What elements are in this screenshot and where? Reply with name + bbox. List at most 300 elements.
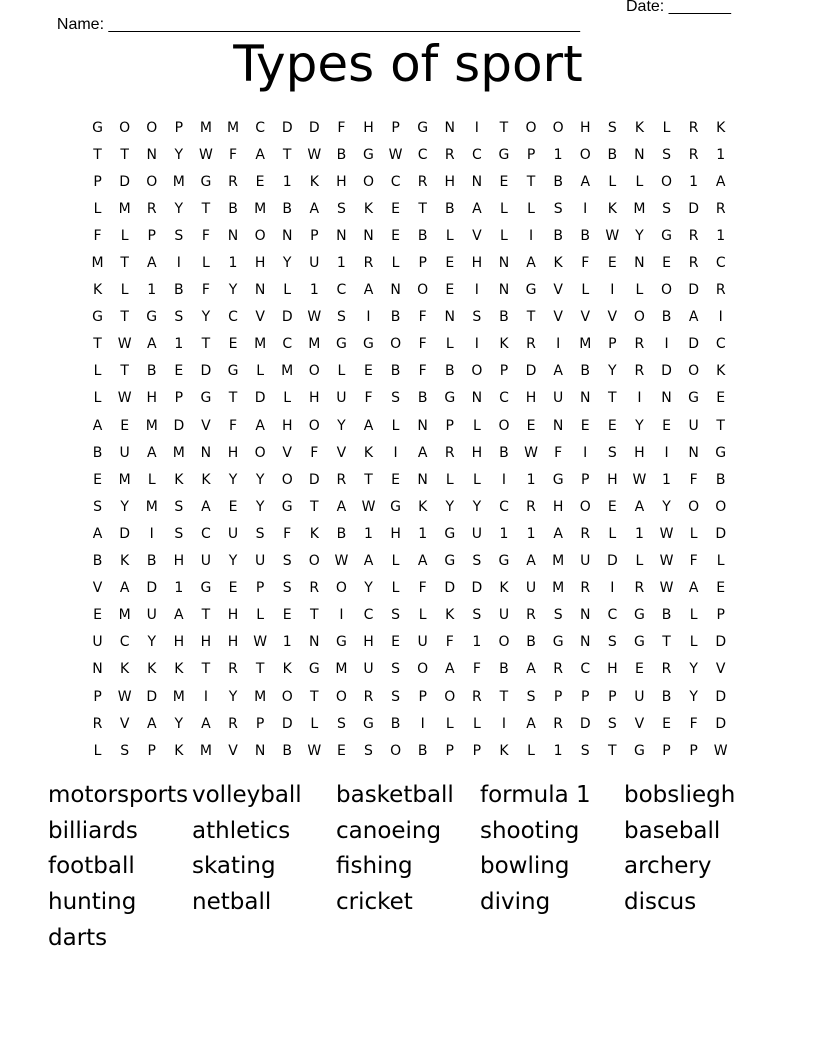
- grid-cell: H: [200, 634, 212, 651]
- grid-cell: I: [203, 688, 208, 705]
- grid-cell: O: [281, 688, 293, 705]
- grid-cell: M: [199, 119, 212, 136]
- word-list-item: motorsports: [48, 782, 189, 808]
- grid-cell: S: [174, 227, 184, 244]
- grid-cell: U: [417, 634, 428, 651]
- grid-cell: A: [255, 417, 265, 434]
- grid-cell: C: [336, 282, 347, 299]
- word-list-item: canoeing: [336, 817, 442, 844]
- grid-cell: O: [498, 417, 510, 434]
- grid-cell: A: [92, 525, 103, 542]
- grid-cell: N: [634, 146, 645, 163]
- grid-cell: I: [664, 444, 669, 461]
- grid-cell: E: [93, 607, 102, 624]
- grid-cell: E: [391, 200, 400, 217]
- grid-cell: P: [93, 173, 102, 190]
- grid-cell: C: [201, 525, 211, 542]
- grid-cell: 1: [662, 471, 671, 488]
- grid-cell: B: [499, 309, 509, 326]
- grid-cell: E: [662, 417, 671, 434]
- grid-cell: A: [526, 661, 536, 678]
- grid-cell: D: [688, 200, 699, 217]
- grid-cell: H: [552, 498, 564, 515]
- grid-cell: E: [445, 282, 455, 299]
- grid-cell: L: [337, 363, 346, 380]
- grid-cell: B: [607, 146, 618, 163]
- grid-cell: O: [444, 688, 456, 705]
- grid-cell: R: [715, 282, 726, 299]
- grid-cell: L: [445, 715, 454, 732]
- grid-cell: S: [174, 498, 184, 515]
- grid-cell: F: [201, 282, 210, 299]
- grid-cell: S: [526, 688, 536, 705]
- grid-cell: D: [471, 580, 483, 597]
- grid-cell: I: [556, 336, 561, 353]
- grid-cell: L: [472, 417, 481, 434]
- grid-cell: K: [363, 200, 374, 217]
- word-list-item: formula 1: [480, 782, 591, 808]
- grid-cell: K: [174, 471, 184, 488]
- grid-cell: R: [363, 255, 374, 272]
- grid-cell: A: [146, 444, 157, 461]
- grid-cell: B: [228, 200, 238, 217]
- grid-cell: L: [635, 173, 644, 190]
- grid-cell: P: [147, 227, 156, 244]
- grid-cell: W: [713, 742, 728, 759]
- grid-cell: P: [391, 119, 400, 136]
- grid-cell: O: [715, 498, 727, 515]
- grid-cell: N: [254, 282, 266, 299]
- grid-cell: D: [281, 715, 293, 732]
- grid-cell: D: [119, 173, 131, 190]
- grid-cell: B: [174, 282, 184, 299]
- grid-cell: M: [145, 498, 158, 515]
- grid-cell: P: [255, 580, 265, 597]
- grid-cell: F: [337, 119, 346, 136]
- grid-cell: V: [336, 444, 347, 461]
- grid-cell: P: [255, 715, 265, 732]
- grid-cell: N: [579, 634, 591, 651]
- grid-cell: L: [93, 390, 102, 407]
- grid-cell: W: [117, 390, 132, 407]
- grid-cell: A: [553, 363, 563, 380]
- grid-cell: E: [526, 417, 536, 434]
- grid-cell: W: [388, 146, 403, 163]
- grid-cell: V: [553, 282, 563, 299]
- grid-cell: R: [471, 688, 482, 705]
- grid-cell: R: [688, 255, 699, 272]
- grid-cell: P: [445, 742, 454, 759]
- grid-cell: K: [553, 255, 563, 272]
- grid-cell: M: [172, 688, 185, 705]
- grid-cell: N: [498, 255, 510, 272]
- grid-cell: P: [418, 688, 427, 705]
- grid-cell: H: [607, 661, 618, 678]
- grid-cell: M: [552, 553, 565, 570]
- grid-cell: Y: [228, 471, 238, 488]
- grid-cell: 1: [472, 634, 482, 651]
- grid-cell: R: [634, 336, 645, 353]
- grid-cell: E: [120, 417, 130, 434]
- grid-cell: E: [662, 715, 671, 732]
- grid-cell: B: [661, 607, 672, 624]
- grid-cell: K: [363, 444, 374, 461]
- grid-cell: H: [146, 390, 157, 407]
- grid-cell: K: [309, 173, 319, 190]
- grid-cell: M: [308, 336, 321, 353]
- grid-cell: O: [308, 553, 320, 570]
- grid-cell: S: [580, 742, 590, 759]
- word-list-item: shooting: [480, 817, 580, 844]
- grid-cell: W: [361, 498, 376, 515]
- grid-cell: H: [173, 553, 185, 570]
- grid-cell: P: [608, 336, 617, 353]
- grid-cell: I: [610, 580, 615, 597]
- grid-cell: W: [307, 742, 322, 759]
- grid-cell: P: [662, 742, 671, 759]
- grid-cell: T: [93, 336, 102, 353]
- grid-cell: O: [633, 309, 645, 326]
- grid-cell: I: [339, 607, 344, 624]
- grid-cell: H: [444, 173, 456, 190]
- grid-cell: L: [581, 282, 590, 299]
- grid-cell: S: [391, 390, 401, 407]
- grid-cell: V: [472, 227, 482, 244]
- grid-cell: B: [390, 363, 401, 380]
- grid-cell: R: [363, 688, 374, 705]
- grid-cell: H: [525, 390, 537, 407]
- grid-cell: C: [363, 607, 374, 624]
- grid-cell: O: [390, 336, 402, 353]
- grid-cell: T: [120, 363, 129, 380]
- grid-cell: A: [255, 146, 265, 163]
- grid-cell: U: [498, 607, 510, 624]
- grid-cell: S: [336, 200, 346, 217]
- grid-cell: A: [146, 255, 157, 272]
- letter-grid: [84, 114, 734, 764]
- grid-cell: U: [553, 390, 564, 407]
- grid-cell: K: [445, 607, 455, 624]
- grid-cell: W: [659, 580, 674, 597]
- grid-cell: W: [605, 227, 620, 244]
- grid-cell: N: [417, 417, 428, 434]
- grid-cell: T: [120, 309, 129, 326]
- grid-cell: R: [580, 525, 591, 542]
- grid-cell: M: [579, 336, 592, 353]
- grid-cell: L: [716, 553, 725, 570]
- grid-cell: U: [146, 607, 157, 624]
- grid-cell: A: [526, 255, 536, 272]
- grid-cell: C: [255, 119, 265, 136]
- grid-cell: 1: [364, 525, 373, 542]
- word-list: [48, 778, 768, 956]
- grid-cell: F: [418, 309, 427, 326]
- grid-cell: H: [309, 390, 320, 407]
- grid-cell: B: [715, 471, 726, 488]
- grid-cell: P: [147, 742, 156, 759]
- grid-cell: B: [390, 309, 401, 326]
- grid-cell: 1: [526, 525, 536, 542]
- grid-cell: L: [608, 525, 617, 542]
- grid-cell: G: [444, 525, 456, 542]
- grid-cell: O: [498, 634, 510, 651]
- grid-cell: M: [552, 580, 565, 597]
- grid-cell: U: [200, 553, 212, 570]
- word-list-item: basketball: [336, 782, 454, 808]
- grid-cell: I: [610, 282, 615, 299]
- grid-cell: R: [688, 119, 699, 136]
- grid-cell: L: [689, 525, 698, 542]
- grid-cell: U: [634, 688, 645, 705]
- grid-cell: W: [117, 688, 132, 705]
- grid-cell: E: [716, 390, 726, 407]
- grid-cell: R: [444, 146, 455, 163]
- grid-cell: R: [553, 661, 563, 678]
- grid-cell: O: [254, 227, 266, 244]
- grid-cell: T: [310, 688, 319, 705]
- grid-cell: K: [201, 471, 211, 488]
- grid-cell: Y: [445, 498, 455, 515]
- grid-cell: P: [526, 146, 536, 163]
- grid-cell: L: [472, 471, 481, 488]
- word-list-item: netball: [192, 889, 272, 916]
- grid-cell: V: [119, 715, 130, 732]
- grid-cell: R: [444, 444, 455, 461]
- grid-cell: G: [552, 471, 564, 488]
- grid-cell: B: [417, 390, 428, 407]
- grid-cell: U: [688, 417, 699, 434]
- grid-cell: L: [391, 255, 400, 272]
- grid-cell: 1: [282, 634, 292, 651]
- grid-cell: N: [227, 227, 239, 244]
- grid-cell: B: [499, 661, 509, 678]
- grid-cell: G: [335, 634, 347, 651]
- word-list-item: billiards: [48, 817, 138, 844]
- grid-cell: L: [120, 282, 129, 299]
- grid-cell: M: [118, 607, 131, 624]
- grid-cell: E: [607, 417, 617, 434]
- grid-cell: H: [227, 634, 239, 651]
- grid-cell: Y: [608, 363, 617, 380]
- grid-cell: Y: [635, 417, 644, 434]
- grid-cell: T: [310, 498, 319, 515]
- grid-cell: S: [255, 525, 265, 542]
- grid-cell: U: [363, 661, 374, 678]
- grid-cell: E: [336, 742, 346, 759]
- grid-cell: I: [393, 444, 398, 461]
- grid-cell: A: [201, 498, 211, 515]
- grid-cell: L: [256, 363, 265, 380]
- grid-cell: W: [307, 146, 322, 163]
- grid-cell: B: [92, 553, 103, 570]
- grid-cell: I: [474, 336, 479, 353]
- grid-cell: P: [445, 417, 454, 434]
- grid-cell: I: [474, 119, 479, 136]
- grid-cell: U: [254, 553, 266, 570]
- grid-cell: L: [500, 200, 508, 217]
- grid-cell: 1: [309, 282, 319, 299]
- grid-cell: Y: [120, 498, 129, 515]
- grid-cell: L: [283, 390, 292, 407]
- grid-cell: S: [174, 309, 184, 326]
- grid-cell: M: [254, 688, 267, 705]
- grid-cell: B: [282, 200, 292, 217]
- grid-cell: T: [716, 417, 725, 434]
- grid-cell: V: [228, 742, 238, 759]
- grid-cell: P: [608, 688, 617, 705]
- grid-cell: H: [336, 173, 347, 190]
- grid-cell: R: [417, 173, 428, 190]
- grid-cell: S: [391, 661, 401, 678]
- grid-cell: I: [501, 715, 507, 732]
- grid-cell: A: [201, 715, 211, 732]
- grid-cell: G: [335, 336, 347, 353]
- grid-cell: B: [417, 227, 428, 244]
- grid-cell: B: [146, 553, 157, 570]
- grid-cell: U: [336, 390, 347, 407]
- grid-cell: G: [498, 553, 510, 570]
- grid-cell: K: [120, 553, 130, 570]
- grid-cell: L: [93, 742, 102, 759]
- grid-cell: E: [391, 471, 400, 488]
- grid-cell: L: [445, 471, 454, 488]
- grid-cell: A: [526, 553, 536, 570]
- grid-cell: A: [553, 525, 563, 542]
- grid-cell: W: [253, 634, 268, 651]
- grid-cell: I: [528, 227, 534, 244]
- grid-cell: T: [282, 146, 292, 163]
- grid-cell: A: [417, 553, 428, 570]
- word-list-item: baseball: [624, 817, 721, 844]
- grid-cell: 1: [689, 173, 699, 190]
- grid-cell: Y: [174, 715, 184, 732]
- grid-cell: I: [637, 390, 642, 407]
- grid-cell: A: [472, 200, 482, 217]
- grid-cell: D: [661, 363, 672, 380]
- grid-cell: H: [363, 119, 374, 136]
- grid-cell: K: [309, 525, 319, 542]
- grid-cell: Y: [364, 580, 373, 597]
- grid-cell: A: [119, 580, 130, 597]
- grid-cell: 1: [716, 227, 726, 244]
- grid-cell: O: [119, 119, 131, 136]
- grid-cell: D: [688, 282, 699, 299]
- grid-cell: V: [92, 580, 103, 597]
- grid-cell: G: [363, 146, 374, 163]
- grid-cell: R: [309, 580, 320, 597]
- grid-cell: S: [607, 119, 617, 136]
- grid-cell: 1: [336, 255, 346, 272]
- grid-cell: I: [366, 309, 371, 326]
- grid-cell: R: [146, 200, 157, 217]
- grid-cell: D: [173, 417, 185, 434]
- grid-cell: L: [689, 607, 698, 624]
- grid-cell: I: [664, 336, 669, 353]
- grid-cell: K: [607, 200, 617, 217]
- grid-cell: G: [498, 146, 510, 163]
- grid-cell: H: [227, 607, 239, 624]
- grid-cell: S: [174, 525, 184, 542]
- grid-cell: R: [92, 715, 103, 732]
- grid-cell: H: [254, 255, 266, 272]
- grid-cell: D: [715, 525, 727, 542]
- grid-cell: O: [661, 173, 673, 190]
- grid-cell: B: [526, 634, 536, 651]
- grid-cell: N: [336, 227, 347, 244]
- grid-cell: K: [120, 661, 130, 678]
- grid-cell: A: [363, 417, 374, 434]
- grid-cell: G: [363, 715, 374, 732]
- grid-cell: F: [689, 715, 698, 732]
- grid-cell: C: [390, 173, 401, 190]
- grid-cell: I: [420, 715, 425, 732]
- grid-cell: A: [634, 498, 645, 515]
- word-list-item: skating: [192, 853, 276, 880]
- grid-cell: N: [688, 444, 699, 461]
- grid-cell: N: [444, 119, 455, 136]
- word-list-item: bowling: [480, 853, 570, 880]
- grid-cell: O: [688, 363, 700, 380]
- grid-cell: B: [553, 173, 563, 190]
- grid-cell: N: [444, 309, 455, 326]
- grid-cell: I: [474, 282, 479, 299]
- grid-cell: C: [471, 146, 482, 163]
- grid-cell: M: [335, 661, 348, 678]
- grid-cell: C: [119, 634, 130, 651]
- grid-cell: B: [336, 146, 347, 163]
- grid-cell: U: [309, 255, 320, 272]
- grid-cell: G: [308, 661, 320, 678]
- grid-cell: C: [607, 607, 618, 624]
- grid-cell: S: [282, 580, 292, 597]
- grid-cell: T: [526, 173, 536, 190]
- grid-cell: L: [527, 200, 535, 217]
- grid-cell: U: [471, 525, 482, 542]
- grid-cell: S: [472, 607, 482, 624]
- grid-cell: W: [334, 553, 349, 570]
- grid-cell: A: [688, 309, 699, 326]
- grid-cell: W: [632, 471, 647, 488]
- grid-cell: D: [200, 363, 212, 380]
- grid-cell: W: [199, 146, 213, 163]
- grid-cell: N: [200, 444, 212, 461]
- grid-cell: W: [659, 525, 674, 542]
- grid-cell: G: [661, 227, 672, 244]
- grid-cell: G: [417, 119, 429, 136]
- grid-cell: G: [200, 580, 212, 597]
- grid-cell: O: [552, 119, 564, 136]
- grid-cell: D: [715, 634, 727, 651]
- grid-cell: R: [228, 661, 238, 678]
- grid-cell: D: [715, 715, 727, 732]
- grid-cell: O: [281, 471, 293, 488]
- grid-cell: E: [580, 417, 590, 434]
- grid-cell: P: [689, 742, 698, 759]
- grid-cell: T: [418, 200, 427, 217]
- grid-cell: O: [362, 173, 374, 190]
- grid-cell: P: [581, 471, 590, 488]
- grid-cell: L: [202, 255, 210, 272]
- grid-cell: R: [688, 146, 699, 163]
- word-list-item: diving: [480, 889, 551, 916]
- grid-cell: V: [634, 715, 645, 732]
- grid-cell: N: [309, 634, 320, 651]
- grid-cell: I: [176, 255, 181, 272]
- grid-cell: D: [146, 688, 158, 705]
- grid-cell: D: [146, 580, 158, 597]
- grid-cell: Y: [174, 146, 184, 163]
- grid-cell: E: [364, 363, 373, 380]
